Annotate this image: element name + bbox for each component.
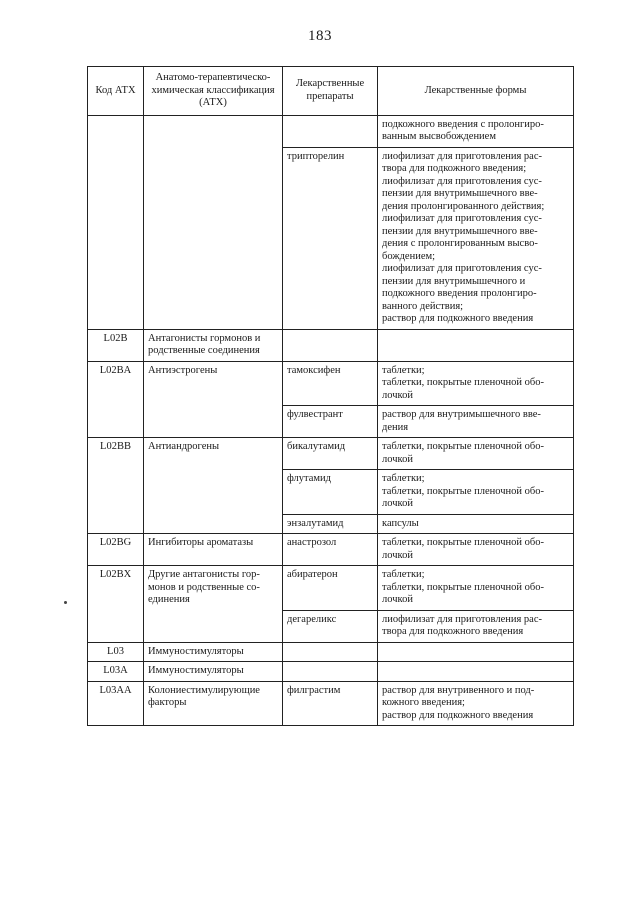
table-row	[88, 361, 574, 406]
dosage-forms-cell	[378, 514, 574, 534]
dosage-forms-cell-line: таблетки;	[382, 364, 425, 376]
dosage-forms-cell-line: ванного действия;	[382, 300, 464, 312]
drug-name-cell: фулвестрант	[283, 406, 378, 438]
dosage-forms-cell-line: лочкой	[382, 389, 413, 401]
dosage-forms-cell-line: дения с пролонгированным высво-	[382, 238, 538, 249]
dosage-forms-cell-line: лиофилизат для приготовления сус-	[382, 263, 542, 274]
dosage-forms-cell-line: раствор для подкожного введения	[382, 313, 534, 324]
atc-group-cell	[144, 329, 283, 361]
dosage-forms-cell	[378, 534, 574, 566]
drug-name-cell	[283, 662, 378, 682]
dosage-forms-cell	[378, 681, 574, 726]
dosage-forms-cell-line: лочкой	[382, 549, 413, 561]
drug-name-cell: флутамид	[283, 470, 378, 515]
table-row	[88, 534, 574, 566]
dosage-forms-cell	[378, 642, 574, 662]
atc-code-cell: L02BX	[88, 566, 144, 643]
dosage-forms-cell-line: кожного введения;	[382, 697, 465, 708]
header-drugs: Лекарственные препараты	[283, 67, 378, 116]
drug-name-cell: трипторелин	[283, 147, 378, 329]
drug-name-cell	[283, 642, 378, 662]
table-body	[88, 115, 574, 726]
drug-name-cell: абиратерон	[283, 566, 378, 611]
dosage-forms-cell-line: подкожного введения с пролонгиро-	[382, 118, 544, 130]
dosage-forms-cell-line: лиофилизат для приготовления рас-	[382, 613, 543, 625]
dosage-forms-cell-line: таблетки, покрытые пленочной обо-	[382, 581, 544, 593]
table-row	[88, 642, 574, 662]
dosage-forms-cell-line: бождением;	[382, 250, 436, 262]
drug-name-cell: энзалутамид	[283, 514, 378, 534]
atc-group-cell-line: Иммуностимуляторы	[148, 665, 244, 676]
dosage-forms-cell	[378, 470, 574, 515]
drug-name-cell: анастрозол	[283, 534, 378, 566]
scan-speck	[64, 601, 67, 604]
atc-group-cell	[144, 642, 283, 662]
dosage-forms-cell	[378, 329, 574, 361]
dosage-forms-cell-line: дения	[382, 421, 409, 433]
atc-group-cell-line: Антиандрогены	[148, 441, 220, 452]
atc-code-cell	[88, 115, 144, 329]
header-row	[88, 67, 574, 116]
dosage-forms-cell-line: таблетки, покрытые пленочной обо-	[382, 537, 544, 548]
table-row	[88, 329, 574, 361]
table-row	[88, 662, 574, 682]
atc-code-cell: L02BG	[88, 534, 144, 566]
dosage-forms-cell-line: лиофилизат для приготовления сус-	[382, 213, 542, 224]
table-row	[88, 438, 574, 470]
atc-group-cell-line: монов и родственные со-	[148, 581, 260, 593]
dosage-forms-cell	[378, 406, 574, 438]
drug-name-cell: филграстим	[283, 681, 378, 726]
drug-name-cell	[283, 115, 378, 147]
dosage-forms-cell-line: лиофилизат для приготовления сус-	[382, 175, 542, 187]
dosage-forms-cell-line: твора для подкожного введения;	[382, 163, 527, 174]
dosage-forms-cell-line: таблетки;	[382, 473, 425, 484]
dosage-forms-cell-line: ванным высвобождением	[382, 131, 496, 142]
atc-group-cell	[144, 534, 283, 566]
atc-group-cell	[144, 438, 283, 534]
atc-group-cell-line: Другие антагонисты гор-	[148, 569, 260, 580]
atc-code-cell: L03	[88, 642, 144, 662]
table-row	[88, 681, 574, 726]
drug-name-cell: тамоксифен	[283, 361, 378, 406]
drug-name-cell: дегареликс	[283, 610, 378, 642]
header-forms: Лекарственные формы	[378, 67, 574, 116]
dosage-forms-cell-line: таблетки, покрытые пленочной обо-	[382, 377, 544, 388]
dosage-forms-cell-line: раствор для внутривенного и под-	[382, 684, 535, 696]
dosage-forms-cell	[378, 566, 574, 611]
dosage-forms-cell-line: таблетки, покрытые пленочной обо-	[382, 441, 544, 452]
table-header	[88, 67, 574, 116]
dosage-forms-cell-line: лочкой	[382, 453, 413, 465]
atc-group-cell-line: Антагонисты гормонов и	[148, 332, 261, 344]
atc-group-cell	[144, 662, 283, 682]
dosage-forms-cell	[378, 147, 574, 329]
dosage-forms-cell	[378, 662, 574, 682]
atc-group-cell-line: Антиэстрогены	[148, 364, 218, 376]
dosage-forms-cell-line: лочкой	[382, 498, 413, 509]
dosage-forms-cell-line: раствор для подкожного введения	[382, 709, 534, 721]
atc-group-cell	[144, 115, 283, 329]
atc-group-cell-line: родственные соединения	[148, 345, 260, 356]
dosage-forms-cell-line: пензии для внутримышечного и	[382, 275, 526, 287]
dosage-forms-cell	[378, 438, 574, 470]
dosage-forms-cell-line: лиофилизат для приготовления рас-	[382, 150, 543, 162]
atc-code-cell: L02B	[88, 329, 144, 361]
dosage-forms-cell-line: подкожного введения пролонгиро-	[382, 288, 537, 299]
atc-code-cell: L02BA	[88, 361, 144, 438]
atc-code-cell: L02BB	[88, 438, 144, 534]
atc-code-cell: L03AA	[88, 681, 144, 726]
dosage-forms-cell	[378, 361, 574, 406]
dosage-forms-cell	[378, 115, 574, 147]
atc-group-cell-line: единения	[148, 594, 190, 605]
atc-group-cell	[144, 566, 283, 643]
atc-code-cell: L03A	[88, 662, 144, 682]
atc-group-cell-line: факторы	[148, 697, 187, 708]
atc-group-cell	[144, 361, 283, 438]
atc-group-cell-line: Ингибиторы ароматазы	[148, 537, 254, 548]
dosage-forms-cell-line: дения пролонгированного действия;	[382, 200, 545, 212]
dosage-forms-cell-line: таблетки;	[382, 569, 425, 580]
dosage-forms-cell-line: пензии для внутримышечного вве-	[382, 225, 538, 237]
page-number: 183	[308, 28, 332, 44]
atc-group-cell-line: Колониестимулирующие	[148, 684, 260, 696]
header-classification: Анатомо-терапевтическо-химическая классификация (АТХ)	[144, 67, 283, 116]
table-row	[88, 115, 574, 147]
table-row	[88, 566, 574, 611]
atc-group-cell-line: Иммуностимуляторы	[148, 645, 244, 657]
dosage-forms-cell-line: лочкой	[382, 594, 413, 605]
drug-name-cell: бикалутамид	[283, 438, 378, 470]
dosage-forms-cell-line: пензии для внутримышечного вве-	[382, 188, 538, 199]
dosage-forms-cell-line: таблетки, покрытые пленочной обо-	[382, 485, 544, 497]
atc-group-cell	[144, 681, 283, 726]
dosage-forms-cell	[378, 610, 574, 642]
header-code: Код АТХ	[88, 67, 144, 116]
drug-name-cell	[283, 329, 378, 361]
dosage-forms-cell-line: твора для подкожного введения	[382, 626, 524, 637]
atc-table	[87, 66, 574, 726]
dosage-forms-cell-line: раствор для внутримышечного вве-	[382, 409, 541, 420]
dosage-forms-cell-line: капсулы	[382, 517, 419, 529]
